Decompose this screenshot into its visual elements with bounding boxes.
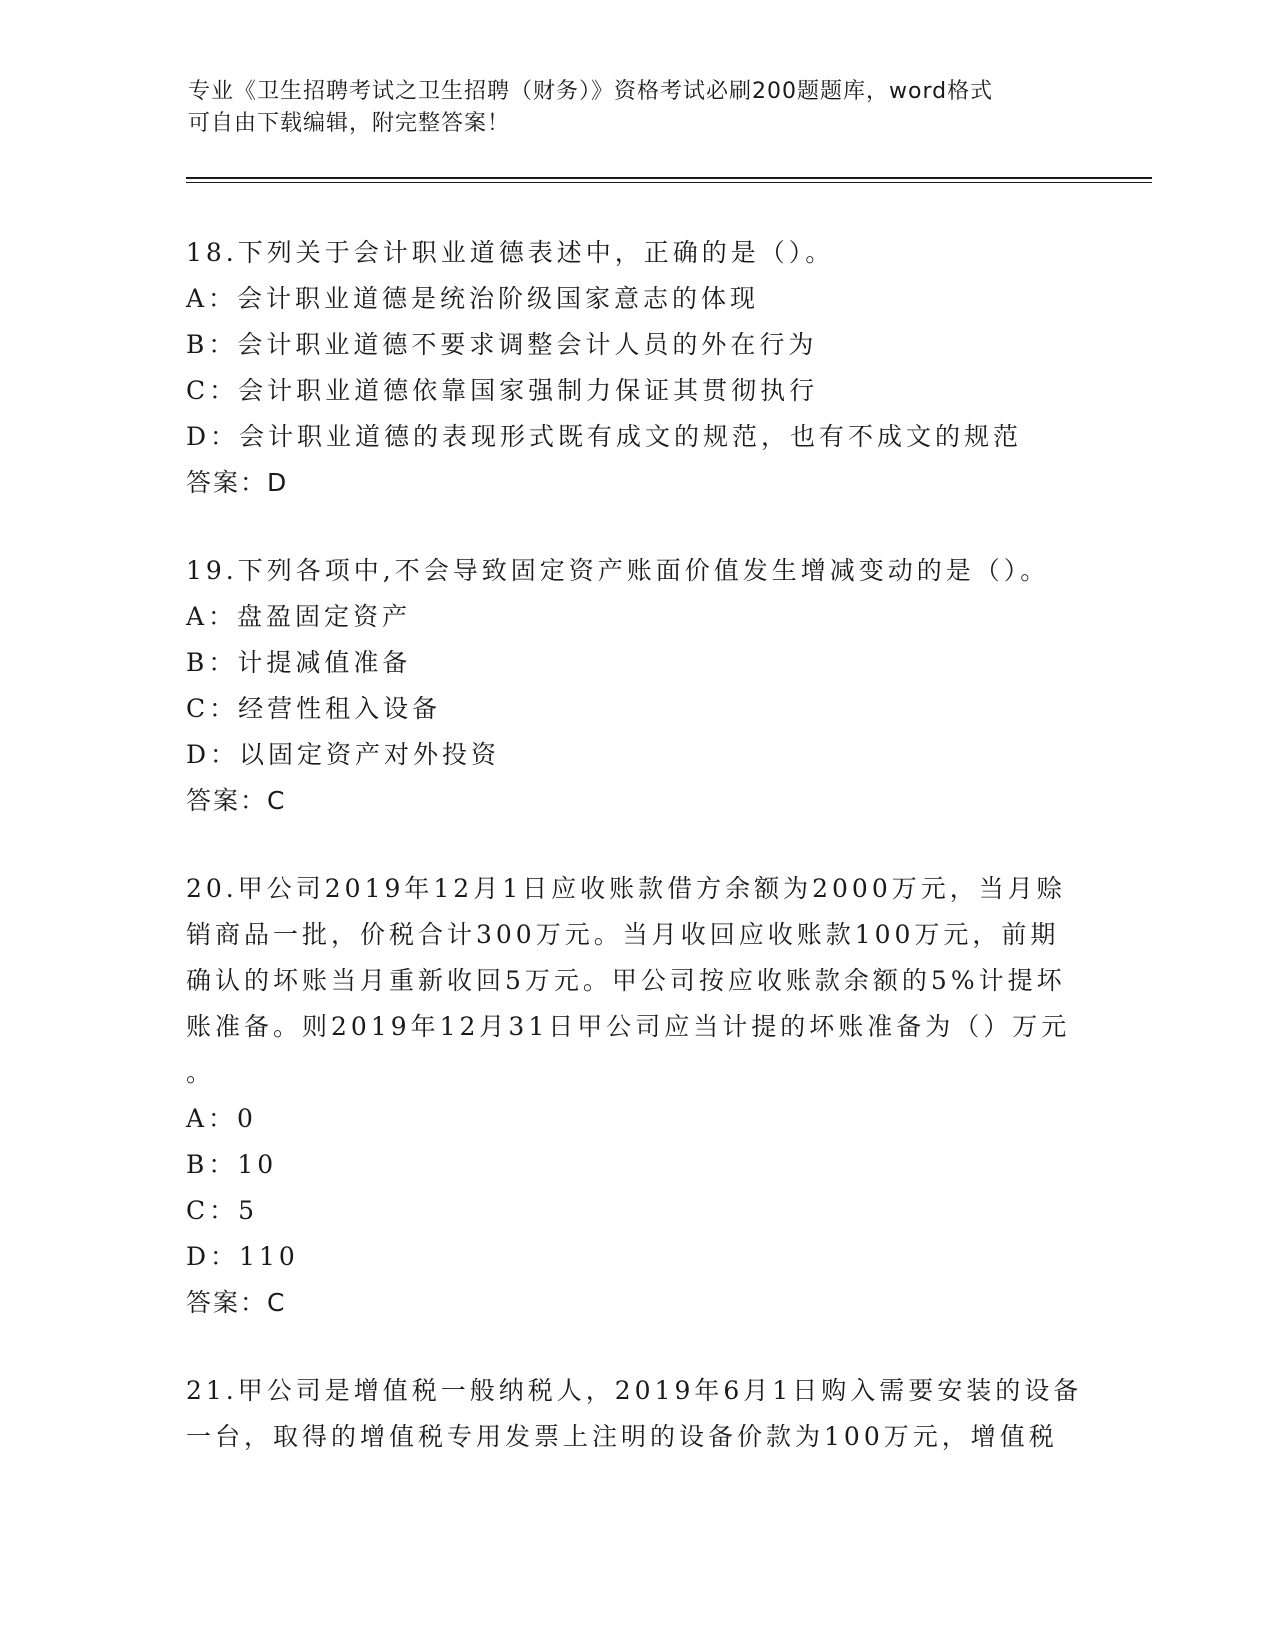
option-b: B：会计职业道德不要求调整会计人员的外在行为 [186, 330, 818, 359]
option-c: C：会计职业道德依靠国家强制力保证其贯彻执行 [186, 376, 819, 405]
question-stem-line: 18.下列关于会计职业道德表述中，正确的是（）。 [186, 238, 835, 267]
option-d: D：会计职业道德的表现形式既有成文的规范，也有不成文的规范 [186, 422, 1023, 451]
option-a: A：盘盈固定资产 [186, 602, 412, 631]
option-d: D：110 [186, 1242, 299, 1271]
option-c: C：经营性租入设备 [186, 694, 442, 723]
option-a: A：会计职业道德是统治阶级国家意志的体现 [186, 284, 760, 313]
question-list [186, 230, 1086, 1502]
question-stem [186, 866, 1086, 1096]
answer-line: 答案：C [186, 1288, 287, 1317]
question-20 [186, 866, 1086, 1326]
question-stem [186, 230, 1086, 276]
document-header [188, 76, 1068, 140]
header-divider [186, 177, 1152, 179]
question-stem-line: 账准备。则2019年12月31日甲公司应当计提的坏账准备为（）万元 [186, 1012, 1071, 1041]
question-stem-line: 销商品一批，价税合计300万元。当月收回应收账款100万元，前期 [186, 920, 1060, 949]
option-b: B：10 [186, 1150, 278, 1179]
question-stem-line: 19.下列各项中,不会导致固定资产账面价值发生增减变动的是（）。 [186, 556, 1050, 585]
header-divider-secondary [186, 182, 1152, 183]
option-b: B：计提减值准备 [186, 648, 412, 677]
question-stem-line: 。 [186, 1058, 216, 1087]
option-c: C：5 [186, 1196, 259, 1225]
header-title-line-1: 专业《卫生招聘考试之卫生招聘（财务）》资格考试必刷200题题库，word格式 [188, 79, 994, 104]
question-stem [186, 548, 1086, 594]
header-title-line-2: 可自由下载编辑，附完整答案！ [188, 111, 511, 136]
question-stem-line: 20.甲公司2019年12月1日应收账款借方余额为2000万元，当月赊 [186, 874, 1066, 903]
question-18 [186, 230, 1086, 506]
question-stem-line: 确认的坏账当月重新收回5万元。甲公司按应收账款余额的5%计提坏 [186, 966, 1066, 995]
question-stem-line: 21.甲公司是增值税一般纳税人，2019年6月1日购入需要安装的设备 [186, 1376, 1083, 1405]
option-a: A：0 [186, 1104, 257, 1133]
question-stem-line: 一台，取得的增值税专用发票上注明的设备价款为100万元，增值税 [186, 1422, 1058, 1451]
answer-line: 答案：D [186, 468, 289, 497]
question-stem [186, 1368, 1086, 1460]
question-19 [186, 548, 1086, 824]
question-21 [186, 1368, 1086, 1460]
answer-line: 答案：C [186, 786, 287, 815]
option-d: D：以固定资产对外投资 [186, 740, 501, 769]
